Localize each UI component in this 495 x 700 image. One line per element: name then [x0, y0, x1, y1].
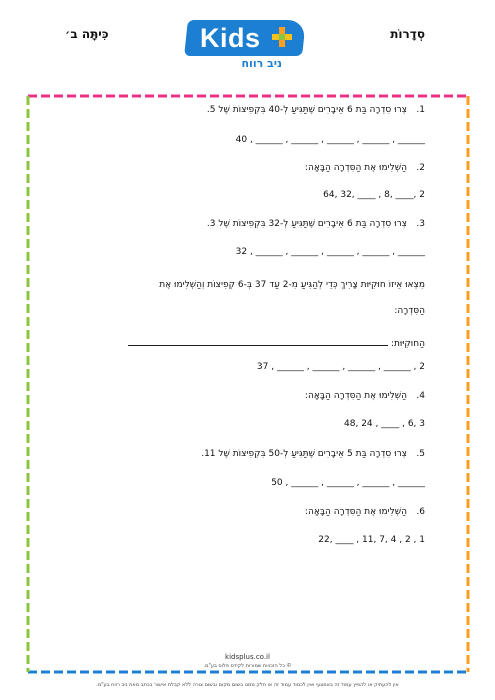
task-4-sequence[interactable]: 48, 24 , ____ , 6, 3 [344, 419, 425, 429]
footer-legal-notice: אין להעתיק או להפיץ עמוד זה באמצעי ואין לכמוד עמוד זה או חלק ממנו בשום מקום ובשום צורה ללא קבלת אישור בכתב מאת ניב רווח בע"מ. [96, 682, 399, 688]
logo-subtitle: ניב רווח [241, 57, 282, 70]
task-5-question: 5.צְרוּ סִדְרָה בַּת 5 אֵיבָרִים שֶׁתַּגִּיעַ לְ-50 בִּקְפִיצוֹת שֶׁל 11. [201, 449, 425, 459]
task-2-question: 2.הַשְׁלִימוּ אֶת הַסִּדְרָה הַבָּאָה: [304, 163, 425, 173]
task-3-sequence[interactable]: 32 , ______ , ______ , ______ , ______ , ______ [235, 247, 425, 257]
rule-instruction-cont: הַסִּדְרָה: [394, 306, 425, 316]
task-6-sequence[interactable]: 22, ____ , 11, 7, 4 , 2 , 1 [318, 535, 425, 545]
rule-field[interactable] [128, 337, 425, 349]
plus-icon [272, 27, 292, 47]
task-2-sequence[interactable]: 64, 32, ____ , 8, ____, 2 [323, 190, 425, 200]
task-6-question: 6.הַשְׁלִימוּ אֶת הַסִּדְרָה הַבָּאָה: [304, 507, 425, 517]
rule-sequence[interactable]: 37 , ______ , ______ , ______ , ______ , 2 [256, 362, 425, 372]
task-4-question: 4.הַשְׁלִימוּ אֶת הַסִּדְרָה הַבָּאָה: [304, 391, 425, 401]
rule-instruction: מִצְאוּ אֵיזוֹ חוּקִיּוּת צָרִיךְ כְּדֵי לְהַגִּיעַ מִ-2 עַד 37 בְּ-6 קְפִיצוֹת וְהַשְׁלִימוּ אֶת [159, 280, 425, 290]
footer-site-url[interactable]: kidsplus.co.il [225, 653, 270, 661]
logo-text: Kids [200, 23, 261, 53]
task-3-question: 3.צְרוּ סִדְרָה בַּת 6 אֵיבָרִים שֶׁתַּגִּיעַ לְ-32 בִּקְפִיצוֹת שֶׁל 3. [206, 219, 425, 229]
rule-field-label: הַחוּקִיּוּת: [390, 339, 425, 349]
task-5-sequence[interactable]: 50 , ______ , ______ , ______ , ______ [271, 478, 425, 488]
kids-plus-logo [186, 20, 306, 70]
worksheet-subject: סְדָרוֹת [390, 27, 425, 41]
task-1-question: 1.צְרוּ סִדְרָה בַּת 6 אֵיבָרִים שֶׁתַּגִּיעַ לְ-40 בִּקְפִיצוֹת שֶׁל 5. [206, 105, 425, 115]
worksheet-grade: כִּיתָּה ב׳ [65, 27, 109, 41]
footer-copyright: © כל הזכויות שמורות לקידס פלוס בע"מ. [203, 663, 292, 669]
task-1-sequence[interactable]: 40 , ______ , ______ , ______ , ______ , ______ [235, 135, 425, 145]
rule-answer-line[interactable] [128, 337, 388, 346]
